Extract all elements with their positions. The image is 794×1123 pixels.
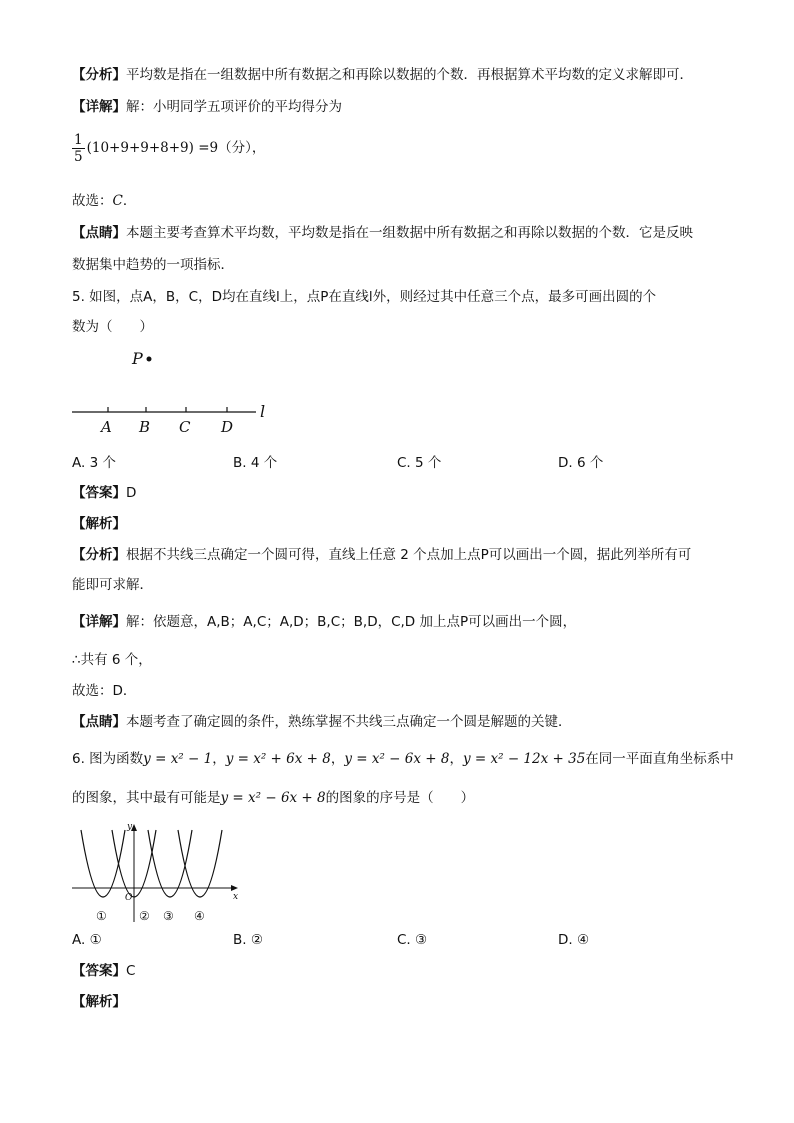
choice-answer: C bbox=[112, 193, 123, 209]
q6-function-3: y = x² − 6x + 8 bbox=[344, 751, 450, 767]
choice-prefix: 故选： bbox=[72, 193, 113, 209]
q5-option-d: D. 6 个 bbox=[558, 455, 604, 471]
point-d-label: D bbox=[221, 418, 234, 436]
q5-comment-text: 本题考查了确定圆的条件，熟练掌握不共线三点确定一个圆是解题的关键． bbox=[126, 714, 572, 730]
q5-answer-line bbox=[72, 484, 136, 502]
q5-option-b: B. 4 个 bbox=[233, 455, 278, 471]
q6-prefix: 6. 图为函数 bbox=[72, 751, 144, 767]
q5-answer-tag: 【答案】 bbox=[72, 485, 126, 501]
formula-rest: (10+9+9+8+9) =9（分）， bbox=[86, 140, 266, 156]
x-axis-arrow bbox=[231, 885, 238, 891]
curve-label-1: ① bbox=[96, 909, 107, 923]
parabola-4 bbox=[178, 830, 222, 897]
q6-option-b: B. ② bbox=[233, 932, 263, 948]
comment-line-2 bbox=[72, 256, 234, 274]
line-l-label: l bbox=[260, 402, 266, 421]
q6-option-a: A. ① bbox=[72, 932, 102, 948]
q6-option-d: D. ④ bbox=[558, 932, 590, 948]
q5-detail-tag: 【详解】 bbox=[72, 614, 126, 630]
fraction-denominator: 5 bbox=[74, 148, 83, 165]
curve-label-3: ③ bbox=[163, 909, 174, 923]
curve-label-2: ② bbox=[139, 909, 150, 923]
q5-answer: D bbox=[126, 485, 137, 501]
q5-stem-2: 数为（ ） bbox=[72, 319, 153, 335]
q5-analysis-2: 能即可求解． bbox=[72, 577, 153, 593]
q6-figure bbox=[70, 818, 245, 926]
detail-tag: 【详解】 bbox=[72, 99, 126, 115]
q5-solution-tag: 【解析】 bbox=[72, 516, 126, 532]
comment-text-2: 数据集中趋势的一项指标． bbox=[72, 257, 234, 273]
q6-sep-3: ， bbox=[449, 751, 463, 767]
comment-line-1 bbox=[72, 224, 693, 242]
q5-figure bbox=[60, 340, 290, 440]
point-b-label: B bbox=[139, 418, 151, 436]
q5-detail-line bbox=[72, 613, 576, 631]
analysis-text: 平均数是指在一组数据中所有数据之和再除以数据的个数．再根据算术平均数的定义求解即可． bbox=[126, 67, 693, 83]
q6-sep-2: ， bbox=[330, 751, 345, 767]
q6-answer: C bbox=[126, 963, 136, 979]
q5-comment-line bbox=[72, 713, 572, 731]
choice-period: ． bbox=[122, 193, 137, 209]
q6-function-1: y = x² − 1 bbox=[143, 751, 213, 767]
q5-choice: 故选：D． bbox=[72, 683, 137, 699]
analysis-tag: 【分析】 bbox=[72, 67, 126, 83]
q6-line2-function: y = x² − 6x + 8 bbox=[220, 790, 326, 806]
fraction-numerator: 1 bbox=[74, 131, 83, 148]
q5-option-a: A. 3 个 bbox=[72, 455, 116, 471]
point-a-label: A bbox=[101, 418, 112, 436]
q6-line2-b: 的图象的序号是（ ） bbox=[325, 790, 475, 806]
curve-label-4: ④ bbox=[194, 909, 205, 923]
q6-line2-a: 的图象，其中最有可能是 bbox=[72, 790, 221, 806]
q6-function-2: y = x² + 6x + 8 bbox=[225, 751, 331, 767]
q6-solution-tag: 【解析】 bbox=[72, 994, 126, 1010]
detail-line bbox=[72, 98, 342, 116]
point-p-dot bbox=[147, 357, 152, 362]
q6-stem-1 bbox=[72, 750, 734, 768]
q5-total: ∴共有 6 个， bbox=[72, 652, 152, 668]
y-axis-label: y bbox=[127, 822, 133, 832]
q6-option-c: C. ③ bbox=[397, 932, 428, 948]
point-p-label: P bbox=[132, 349, 143, 368]
average-formula bbox=[72, 131, 265, 165]
analysis-line bbox=[72, 66, 693, 84]
q6-answer-line bbox=[72, 962, 135, 980]
q5-option-c: C. 5 个 bbox=[397, 455, 442, 471]
comment-tag: 【点睛】 bbox=[72, 225, 126, 241]
q6-answer-tag: 【答案】 bbox=[72, 963, 126, 979]
x-axis-label: x bbox=[233, 892, 239, 902]
detail-text: 解：小明同学五项评价的平均得分为 bbox=[126, 99, 342, 115]
fraction bbox=[72, 132, 85, 165]
choice-line bbox=[72, 192, 136, 210]
q6-function-4: y = x² − 12x + 35 bbox=[462, 751, 586, 767]
q6-stem-2 bbox=[72, 789, 474, 807]
q5-analysis-tag: 【分析】 bbox=[72, 547, 126, 563]
q6-sep-1: ， bbox=[212, 751, 226, 767]
point-c-label: C bbox=[179, 418, 191, 436]
q5-comment-tag: 【点睛】 bbox=[72, 714, 126, 730]
origin-label: O bbox=[125, 893, 133, 903]
q5-detail-text: 解：依题意，A,B；A,C；A,D；B,C；B,D，C,D 加上点P可以画出一个圆， bbox=[126, 614, 577, 630]
q5-analysis-text-1: 根据不共线三点确定一个圆可得，直线上任意 2 个点加上点P可以画出一个圆，据此列举所有可 bbox=[126, 547, 692, 563]
q5-stem-1: 5. 如图，点A，B，C，D均在直线l上，点P在直线l外，则经过其中任意三个点，最多可画出圆的个 bbox=[72, 289, 657, 305]
comment-text-1: 本题主要考查算术平均数，平均数是指在一组数据中所有数据之和再除以数据的个数．它是反映 bbox=[126, 225, 693, 241]
q6-suffix: 在同一平面直角坐标系中 bbox=[585, 751, 734, 767]
q5-analysis-1 bbox=[72, 546, 691, 564]
